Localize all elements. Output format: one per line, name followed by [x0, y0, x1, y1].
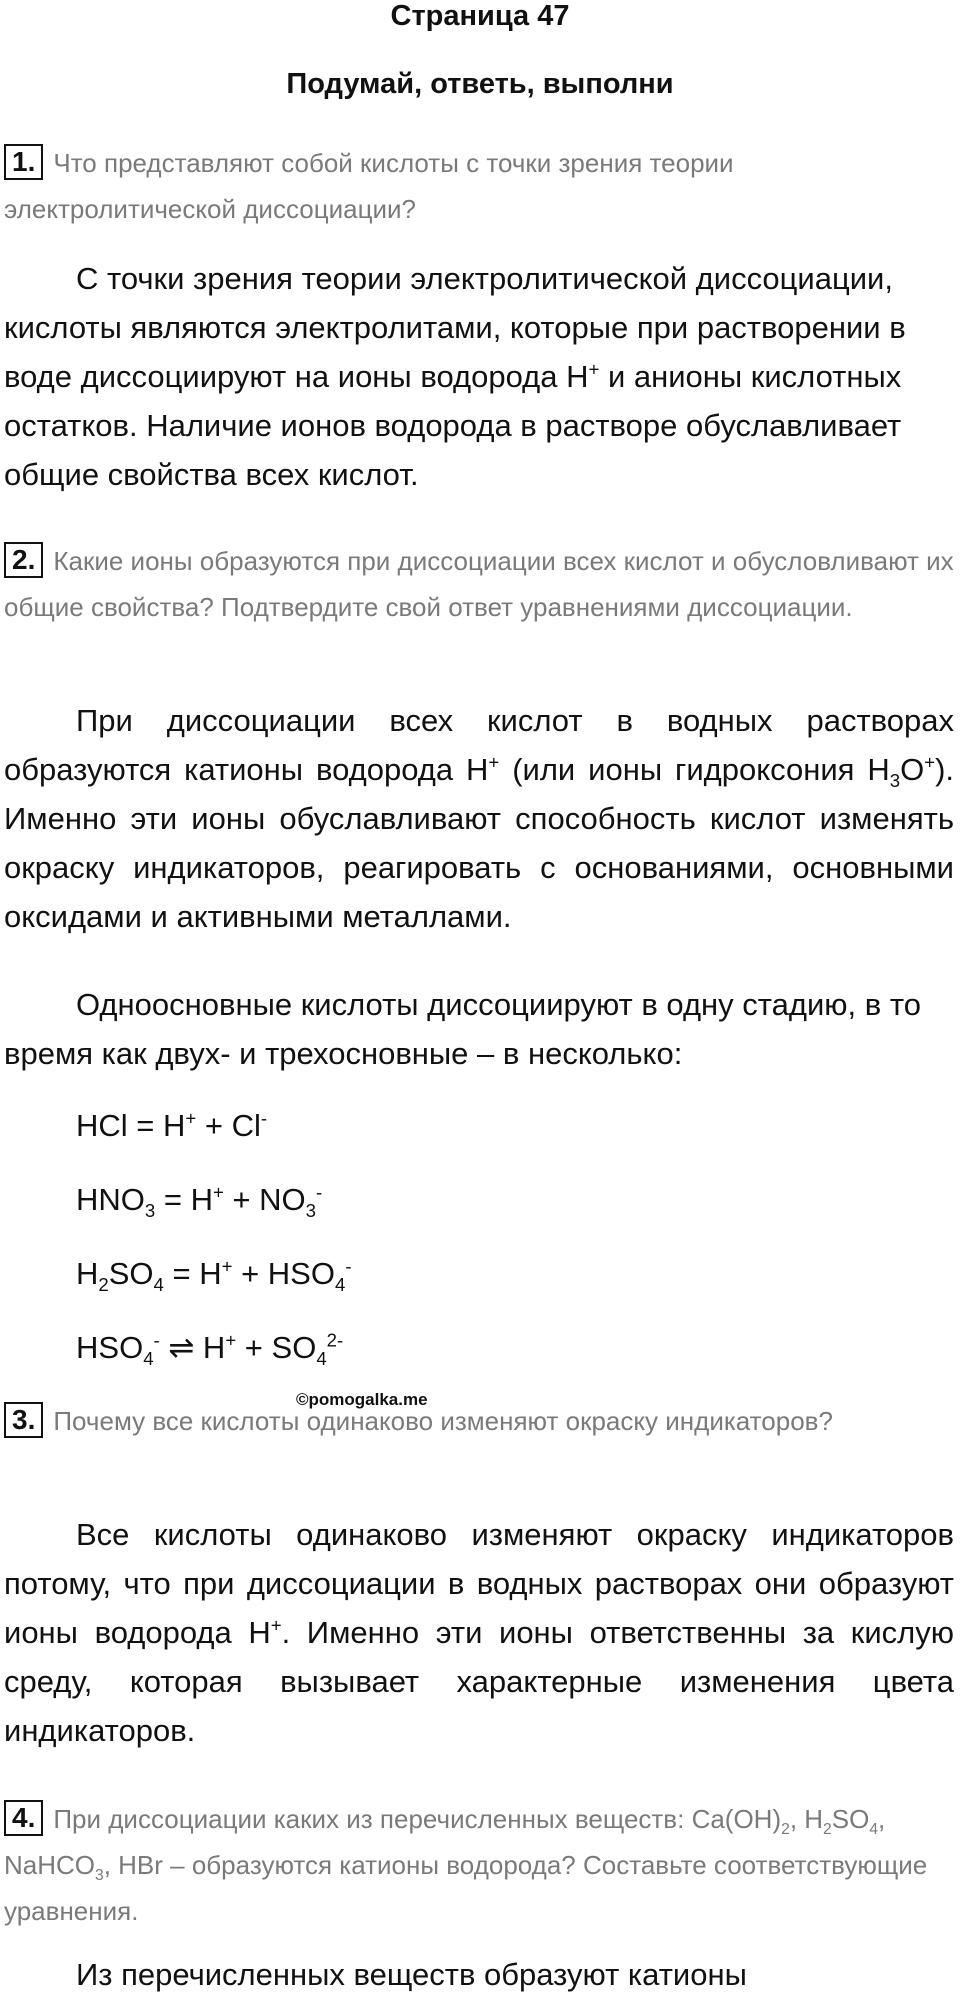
answer-2-paragraph-1	[4, 696, 954, 941]
eq-sub: 2	[98, 1274, 109, 1296]
eq-part: HSO	[76, 1330, 144, 1365]
eq-part: + HSO	[232, 1256, 335, 1291]
eq-part: = H	[155, 1182, 213, 1217]
page-title: Страница 47	[390, 0, 570, 32]
equation-hno3	[76, 1180, 322, 1220]
eq-sub: 4	[153, 1274, 164, 1296]
eq-part: + NO	[223, 1182, 306, 1217]
question-4-text: , NaHCO	[4, 1804, 886, 1880]
answer-3-text: Все кислоты одинаково изменяют окраску индикаторов потому, что при диссоциации в водных растворах они образуют ионы водорода H	[4, 1517, 954, 1650]
eq-sup: +	[185, 1107, 197, 1129]
question-3	[4, 1398, 954, 1444]
eq-sup: 2-	[326, 1329, 344, 1351]
question-4-text: При диссоциации каких из перечисленных веществ: Ca(OH)	[53, 1804, 782, 1834]
question-4	[4, 1796, 954, 1934]
equation-hcl	[76, 1106, 267, 1146]
superscript: +	[488, 751, 500, 773]
question-1	[4, 140, 954, 232]
eq-sub: 3	[144, 1200, 156, 1222]
equation-h2so4	[76, 1254, 352, 1294]
equation-hso4	[76, 1328, 343, 1368]
eq-part: HCl = H	[76, 1108, 186, 1143]
question-number-4: 4.	[4, 1800, 43, 1836]
eq-sub: 4	[334, 1274, 346, 1296]
eq-part: + SO	[236, 1330, 317, 1365]
question-4-text: SO	[831, 1804, 870, 1834]
question-number-3: 3.	[4, 1402, 43, 1438]
eq-sub: 4	[143, 1348, 154, 1370]
subscript: 3	[95, 1867, 104, 1885]
eq-sup: +	[212, 1181, 224, 1203]
answer-2-text: O	[900, 752, 925, 787]
eq-sup: -	[153, 1329, 160, 1351]
answer-1-text-end: и анионы кислотных остатков. Наличие ионов водорода в растворе обуславливает общие свойства всех кислот.	[4, 359, 902, 492]
eq-part: SO	[108, 1256, 154, 1291]
question-3-text: Почему все кислоты одинаково изменяют окраску индикаторов?	[53, 1406, 833, 1436]
question-4-text: , H	[789, 1804, 824, 1834]
subscript: 2	[823, 1821, 832, 1839]
eq-part: = H	[163, 1256, 222, 1291]
question-4-text: , HBr – образуются катионы водорода? Составьте соответствующие уравнения.	[4, 1850, 928, 1926]
eq-sub: 3	[305, 1200, 316, 1222]
section-heading: Подумай, ответь, выполни	[286, 68, 674, 100]
eq-sup: +	[225, 1329, 237, 1351]
subscript: 2	[781, 1821, 790, 1839]
eq-sub: 4	[316, 1348, 327, 1370]
eq-sup: -	[260, 1107, 268, 1129]
subscript: 3	[889, 770, 901, 792]
eq-sup: -	[345, 1255, 352, 1277]
answer-1-superscript: +	[588, 358, 600, 380]
eq-part: ⇌ H	[159, 1330, 226, 1365]
answer-3	[4, 1510, 954, 1755]
question-1-text: Что представляют собой кислоты с точки зрения теории электролитической диссоциации?	[4, 148, 734, 224]
answer-2-text: При диссоциации всех кислот в водных растворах образуются катионы водорода H	[4, 703, 954, 787]
eq-sup: -	[316, 1181, 323, 1203]
answer-4-start: Из перечисленных веществ образуют катионы	[76, 1957, 747, 1992]
superscript: +	[924, 751, 936, 773]
answer-2-text: ). Именно эти ионы обуславливают способность кислот изменять окраску индикаторов, реагировать с основаниями, основными оксидами и активными металлами.	[4, 752, 954, 934]
eq-part: HNO	[76, 1182, 145, 1217]
answer-2-text: (или ионы гидроксония H	[499, 752, 890, 787]
question-2-text: Какие ионы образуются при диссоциации всех кислот и обусловливают их общие свойства? Подтвердите свой ответ уравнениями диссоциации.	[4, 546, 954, 622]
eq-sup: +	[221, 1255, 233, 1277]
question-2	[4, 538, 954, 630]
question-number-2: 2.	[4, 542, 43, 578]
subscript: 4	[869, 1821, 878, 1839]
answer-1	[4, 254, 954, 499]
question-number-1: 1.	[4, 144, 43, 180]
eq-part: H	[76, 1256, 99, 1291]
answer-2-paragraph-2: Одноосновные кислоты диссоциируют в одну стадию, в то время как двух- и трехосновные – в несколько:	[4, 987, 921, 1071]
answer-3-superscript: +	[270, 1614, 282, 1636]
eq-part: + Cl	[196, 1108, 261, 1143]
watermark: ©pomogalka.me	[296, 1390, 428, 1409]
answer-3-text-end: . Именно эти ионы ответственны за кислую среду, которая вызывает характерные изменения цвета индикаторов.	[4, 1615, 954, 1748]
answer-1-text: С точки зрения теории электролитической диссоциации, кислоты являются электролитами, которые при растворении в воде диссоциируют на ионы водорода H	[4, 261, 906, 394]
